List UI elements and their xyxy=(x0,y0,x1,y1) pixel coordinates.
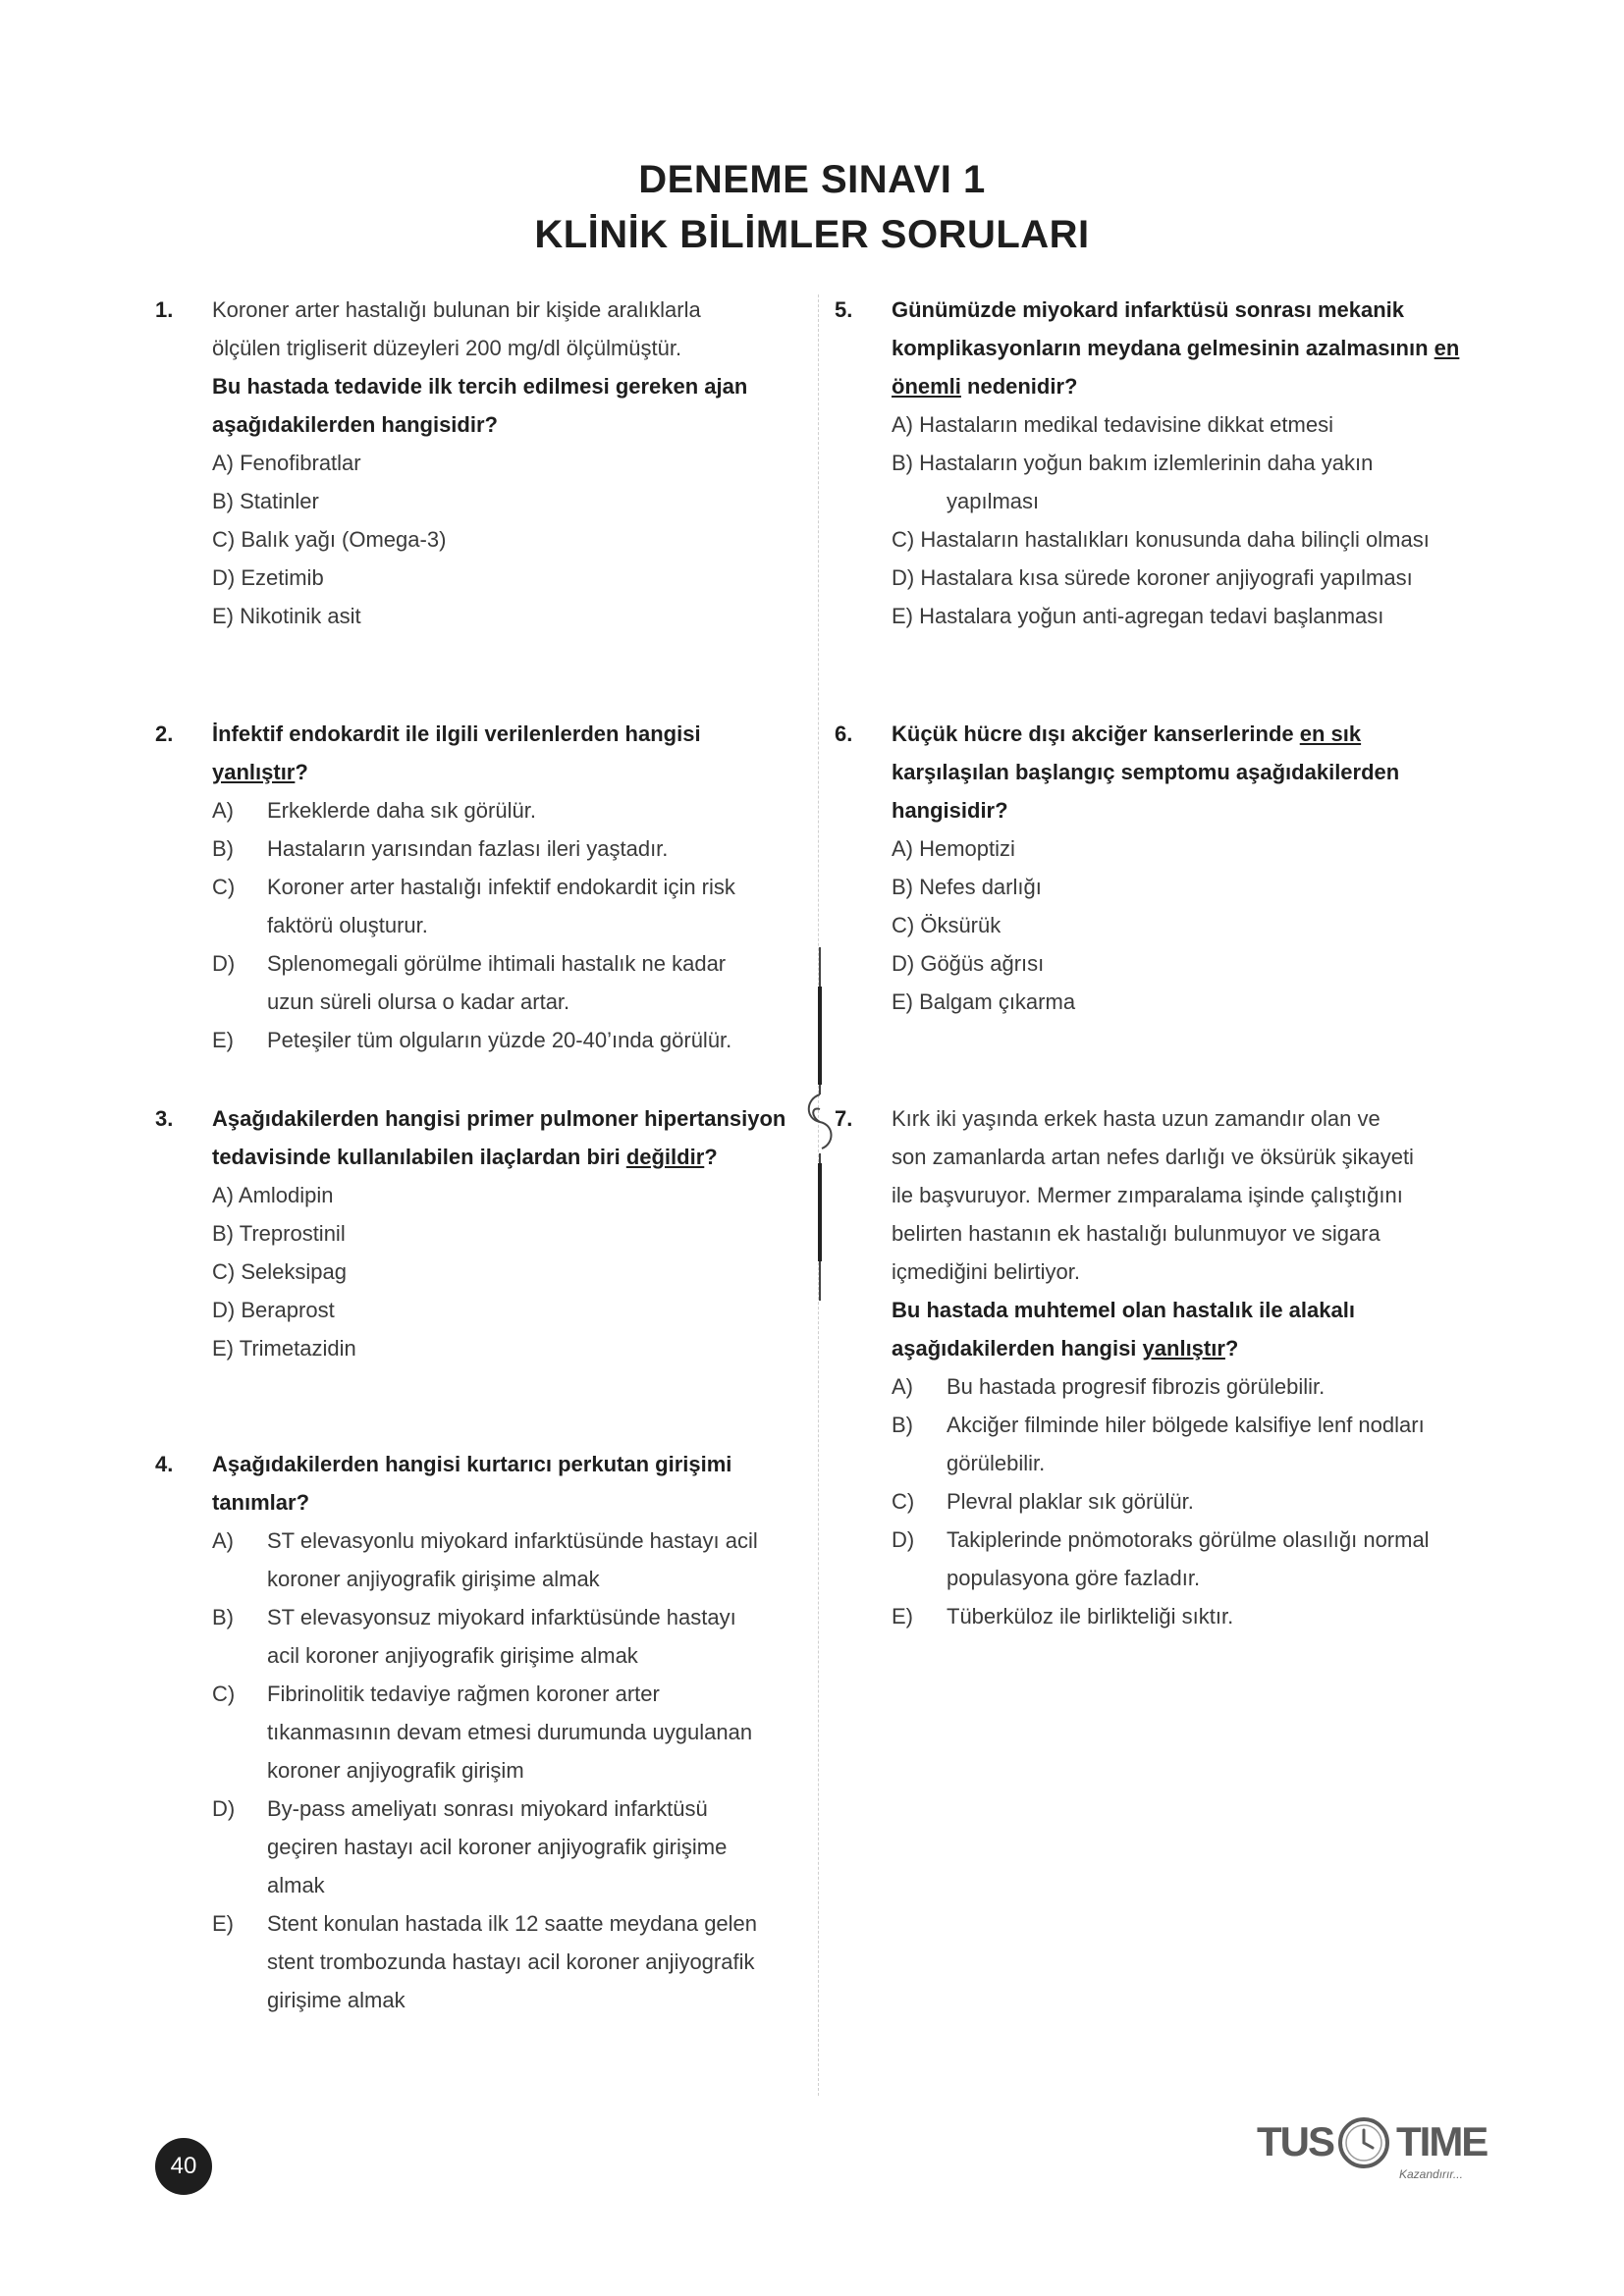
answer-option-c[interactable] xyxy=(892,1482,1483,1521)
option-text: Bu hastada progresif fibrozis görülebilir. xyxy=(947,1374,1326,1399)
question-number: 6. xyxy=(835,721,853,746)
question-text-line: Günümüzde miyokard infarktüsü sonrası mekanik xyxy=(892,297,1405,322)
option-text: Plevral plaklar sık görülür. xyxy=(947,1489,1194,1514)
option-letter: D) xyxy=(892,1527,915,1552)
question-number: 7. xyxy=(835,1106,853,1131)
answer-option-a[interactable] xyxy=(892,1367,1483,1406)
option-letter: A) xyxy=(212,1528,234,1553)
question-text-line xyxy=(892,367,1483,405)
option-text: populasyona göre fazladır. xyxy=(947,1566,1201,1590)
answer-option-b[interactable] xyxy=(212,829,803,868)
answer-option-e[interactable] xyxy=(212,1904,803,2019)
answer-option-c[interactable]: C) Öksürük xyxy=(892,913,1001,937)
answer-option-a[interactable]: A) Amlodipin xyxy=(212,1183,334,1207)
page-title-line2: KLİNİK BİLİMLER SORULARI xyxy=(534,213,1090,256)
answer-option-a[interactable]: A) Fenofibratlar xyxy=(212,451,361,475)
answer-option-c[interactable]: C) Seleksipag xyxy=(212,1259,347,1284)
option-text: Koroner arter hastalığı infektif endokardit için risk xyxy=(267,875,735,899)
question-text-line: Aşağıdakilerden hangisi primer pulmoner hipertansiyon xyxy=(212,1106,786,1131)
answer-option-b[interactable] xyxy=(212,1598,803,1675)
option-text: koroner anjiyografik girişime almak xyxy=(267,1567,600,1591)
option-text: stent trombozunda hastayı acil koroner anjiyografik xyxy=(267,1949,755,1974)
option-text: yapılması xyxy=(947,489,1040,513)
option-text: görülebilir. xyxy=(947,1451,1046,1475)
answer-option-e[interactable]: E) Balgam çıkarma xyxy=(892,989,1076,1014)
option-text: C) Hastaların hastalıkları konusunda daha bilinçli olması xyxy=(892,527,1430,552)
question-text-line xyxy=(892,1329,1483,1367)
question-text-line xyxy=(892,715,1483,753)
option-text: Peteşiler tüm olguların yüzde 20-40’ında görülür. xyxy=(267,1028,732,1052)
question-text-line: Aşağıdakilerden hangisi kurtarıcı perkutan girişimi xyxy=(212,1452,732,1476)
option-letter: A) xyxy=(892,1374,913,1399)
answer-option-d[interactable] xyxy=(892,559,1483,597)
question-number: 3. xyxy=(155,1106,174,1131)
question-mark: ? xyxy=(704,1145,718,1169)
emphasis-underlined: yanlıştır xyxy=(212,760,296,784)
answer-option-c[interactable]: C) Balık yağı (Omega-3) xyxy=(212,527,447,552)
scroll-ornament-icon xyxy=(800,947,839,1301)
option-text: Tüberküloz ile birlikteliği sıktır. xyxy=(947,1604,1234,1629)
option-letter: E) xyxy=(212,1911,234,1936)
question-text-line: hangisidir? xyxy=(892,798,1008,823)
tustime-logo xyxy=(1247,2110,1488,2189)
logo-text-tus: TUS xyxy=(1257,2118,1333,2164)
question-number: 4. xyxy=(155,1452,174,1476)
option-text: tıkanmasının devam etmesi durumunda uygulanan xyxy=(267,1720,753,1744)
question-text-line: aşağıdakilerden hangisidir? xyxy=(212,412,498,437)
answer-option-e[interactable] xyxy=(892,1597,1483,1635)
option-text: Splenomegali görülme ihtimali hastalık ne kadar xyxy=(267,951,727,976)
question-text-line: İnfektif endokardit ile ilgili verilenlerden hangisi xyxy=(212,721,701,746)
option-letter: B) xyxy=(212,1605,234,1629)
answer-option-c[interactable] xyxy=(212,868,803,944)
answer-option-b[interactable]: B) Treprostinil xyxy=(212,1221,346,1246)
option-letter: C) xyxy=(212,1682,236,1706)
option-text: koroner anjiyografik girişim xyxy=(267,1758,524,1783)
answer-option-b[interactable] xyxy=(892,1406,1483,1482)
option-letter: B) xyxy=(892,1413,913,1437)
option-text: A) Hastaların medikal tedavisine dikkat etmesi xyxy=(892,412,1333,437)
option-text: ST elevasyonsuz miyokard infarktüsünde hastayı xyxy=(267,1605,736,1629)
option-text: Takiplerinde pnömotoraks görülme olasılığı normal xyxy=(947,1527,1430,1552)
page-number: 40 xyxy=(155,2138,212,2195)
option-text: Hastaların yarısından fazlası ileri yaştadır. xyxy=(267,836,669,861)
option-text: almak xyxy=(267,1873,325,1897)
answer-option-d[interactable] xyxy=(212,944,803,1021)
question-text-part: komplikasyonların meydana gelmesinin azalmasının xyxy=(892,336,1435,360)
option-letter: D) xyxy=(212,951,236,976)
option-text: ST elevasyonlu miyokard infarktüsünde hastayı acil xyxy=(267,1528,758,1553)
answer-option-e[interactable] xyxy=(892,597,1483,635)
answer-option-b[interactable]: B) Nefes darlığı xyxy=(892,875,1042,899)
question-text-line xyxy=(212,1138,803,1176)
option-text: faktörü oluşturur. xyxy=(267,913,428,937)
answer-option-a[interactable]: A) Hemoptizi xyxy=(892,836,1015,861)
option-text: geçiren hastayı acil koroner anjiyografik girişime xyxy=(267,1835,728,1859)
answer-option-d[interactable] xyxy=(892,1521,1483,1597)
answer-option-a[interactable] xyxy=(892,405,1483,444)
question-text-line: Bu hastada muhtemel olan hastalık ile alakalı xyxy=(892,1298,1355,1322)
question-text-line xyxy=(892,329,1483,367)
answer-option-e[interactable]: E) Trimetazidin xyxy=(212,1336,356,1361)
question-stem-line: Koroner arter hastalığı bulunan bir kişide aralıklarla xyxy=(212,297,701,322)
question-text-line: tanımlar? xyxy=(212,1490,310,1515)
option-letter: B) xyxy=(212,836,234,861)
option-text: uzun süreli olursa o kadar artar. xyxy=(267,989,570,1014)
option-letter: A) xyxy=(212,798,234,823)
question-text-part: tedavisinde kullanılabilen ilaçlardan biri xyxy=(212,1145,626,1169)
option-letter: E) xyxy=(892,1604,913,1629)
answer-option-d[interactable]: D) Ezetimib xyxy=(212,565,324,590)
answer-option-d[interactable] xyxy=(212,1789,803,1904)
logo-tagline: Kazandırır... xyxy=(1399,2167,1463,2181)
page-title xyxy=(0,152,1624,262)
question-text-line: Bu hastada tedavide ilk tercih edilmesi gereken ajan xyxy=(212,374,748,399)
answer-option-a[interactable] xyxy=(212,791,803,829)
page-title-line1: DENEME SINAVI 1 xyxy=(638,158,986,201)
option-letter: C) xyxy=(212,875,236,899)
question-text-part: aşağıdakilerden hangisi xyxy=(892,1336,1143,1361)
question-text-part: nedenidir? xyxy=(960,374,1078,399)
option-text: Stent konulan hastada ilk 12 saatte meydana gelen xyxy=(267,1911,758,1936)
emphasis-underlined: yanlıştır xyxy=(1142,1336,1225,1361)
question-mark: ? xyxy=(295,760,308,784)
logo-text-time: TIME xyxy=(1396,2118,1488,2164)
question-number: 5. xyxy=(835,297,853,322)
answer-option-e[interactable] xyxy=(212,1021,803,1059)
question-stem-line: ölçülen trigliserit düzeyleri 200 mg/dl ölçülmüştür. xyxy=(212,336,682,360)
answer-option-c[interactable] xyxy=(892,520,1483,559)
answer-option-b[interactable] xyxy=(892,444,1483,520)
question-text-part: Küçük hücre dışı akciğer kanserlerinde xyxy=(892,721,1300,746)
question-number: 1. xyxy=(155,297,174,322)
question-mark: ? xyxy=(1224,1336,1239,1361)
question-text-line xyxy=(212,753,803,791)
answer-option-e[interactable]: E) Nikotinik asit xyxy=(212,604,361,628)
question-stem-line: belirten hastanın ek hastalığı bulunmuyor ve sigara xyxy=(892,1221,1380,1246)
option-text: By-pass ameliyatı sonrası miyokard infarktüsü xyxy=(267,1796,708,1821)
answer-option-d[interactable]: D) Göğüs ağrısı xyxy=(892,951,1045,976)
emphasis-underlined: değildir xyxy=(625,1145,705,1169)
option-text: E) Hastalara yoğun anti-agregan tedavi başlanması xyxy=(892,604,1384,628)
clock-icon xyxy=(1337,2116,1390,2169)
question-stem-line: Kırk iki yaşında erkek hasta uzun zamandır olan ve xyxy=(892,1106,1380,1131)
option-text: acil koroner anjiyografik girişime almak xyxy=(267,1643,638,1668)
question-stem-line: içmediğini belirtiyor. xyxy=(892,1259,1080,1284)
question-number: 2. xyxy=(155,721,174,746)
answer-option-a[interactable] xyxy=(212,1522,803,1598)
option-text: Erkeklerde daha sık görülür. xyxy=(267,798,536,823)
answer-option-d[interactable]: D) Beraprost xyxy=(212,1298,335,1322)
question-text-line: karşılaşılan başlangıç semptomu aşağıdakilerden xyxy=(892,760,1400,784)
emphasis-underlined: en xyxy=(1434,336,1460,360)
option-letter: D) xyxy=(212,1796,236,1821)
option-text: Fibrinolitik tedaviye rağmen koroner arter xyxy=(267,1682,660,1706)
option-letter: C) xyxy=(892,1489,915,1514)
emphasis-underlined: en sık xyxy=(1299,721,1362,746)
option-text: girişime almak xyxy=(267,1988,406,2012)
option-letter: E) xyxy=(212,1028,234,1052)
emphasis-underlined: önemli xyxy=(892,374,961,399)
option-text: D) Hastalara kısa sürede koroner anjiyografi yapılması xyxy=(892,565,1413,590)
option-text: B) Hastaların yoğun bakım izlemlerinin daha yakın xyxy=(892,451,1374,475)
question-stem-line: ile başvuruyor. Mermer zımparalama işinde çalıştığını xyxy=(892,1183,1403,1207)
option-text: Akciğer filminde hiler bölgede kalsifiye lenf nodları xyxy=(947,1413,1425,1437)
answer-option-b[interactable]: B) Statinler xyxy=(212,489,319,513)
answer-option-c[interactable] xyxy=(212,1675,803,1789)
question-stem-line: son zamanlarda artan nefes darlığı ve öksürük şikayeti xyxy=(892,1145,1414,1169)
